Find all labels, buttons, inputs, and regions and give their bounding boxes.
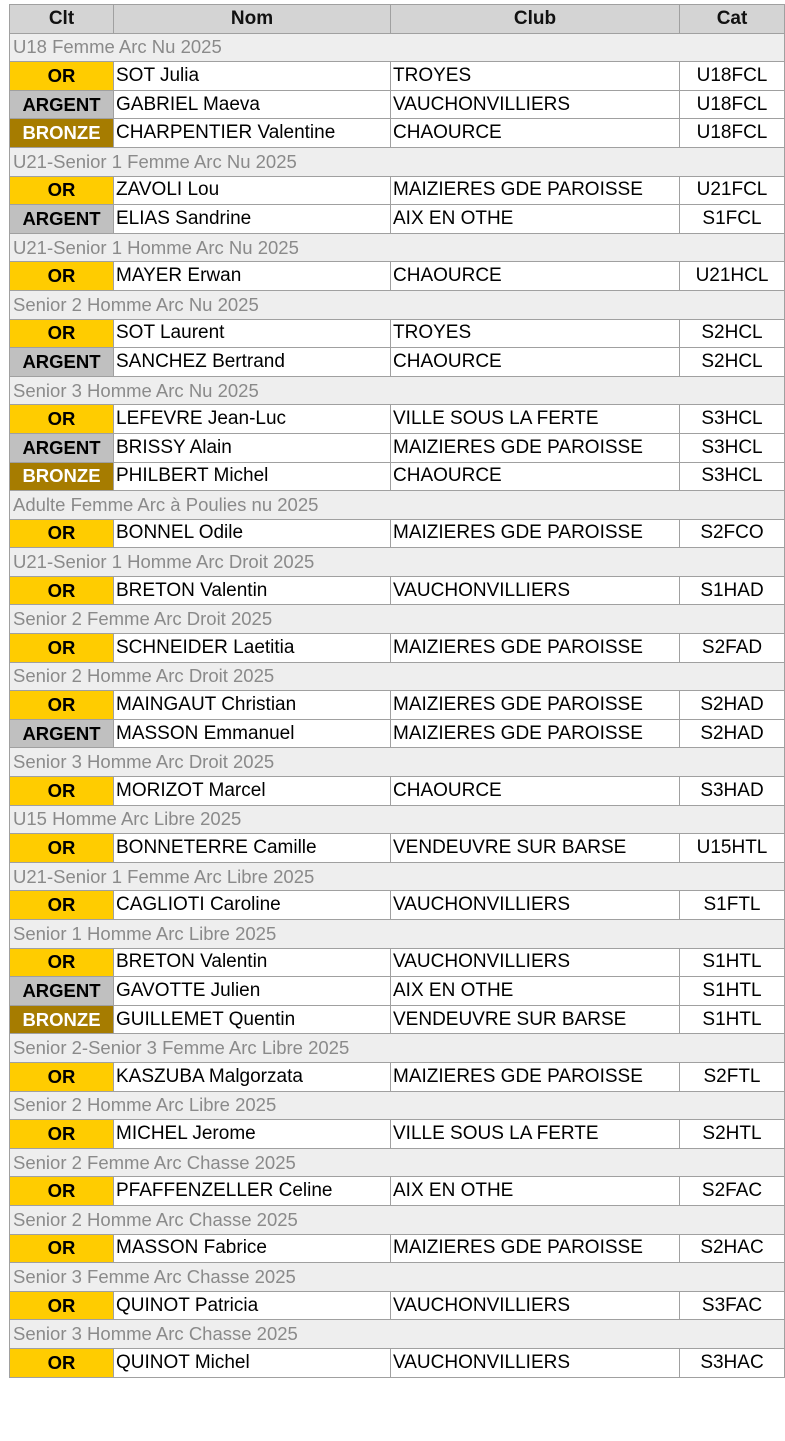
club-name: CHAOURCE [391, 462, 680, 491]
results-table [9, 4, 785, 1378]
athlete-name: MAINGAUT Christian [114, 691, 391, 720]
athlete-name: ZAVOLI Lou [114, 176, 391, 205]
category-code: S2FAC [680, 1177, 785, 1206]
medal-badge: OR [10, 1177, 114, 1206]
athlete-name: CHARPENTIER Valentine [114, 119, 391, 148]
section-title: U21-Senior 1 Femme Arc Nu 2025 [10, 147, 785, 176]
athlete-name: ELIAS Sandrine [114, 205, 391, 234]
athlete-name: BRETON Valentin [114, 576, 391, 605]
medal-badge: OR [10, 62, 114, 91]
club-name: VAUCHONVILLIERS [391, 90, 680, 119]
result-row [10, 176, 785, 205]
section-row [10, 548, 785, 577]
section-title: Senior 2 Homme Arc Droit 2025 [10, 662, 785, 691]
category-code: U21FCL [680, 176, 785, 205]
medal-badge: OR [10, 948, 114, 977]
header-cat: Cat [680, 5, 785, 34]
medal-badge: BRONZE [10, 119, 114, 148]
athlete-name: MICHEL Jerome [114, 1120, 391, 1149]
club-name: MAIZIERES GDE PAROISSE [391, 1234, 680, 1263]
athlete-name: GABRIEL Maeva [114, 90, 391, 119]
section-row [10, 147, 785, 176]
athlete-name: GAVOTTE Julien [114, 977, 391, 1006]
result-row [10, 1062, 785, 1091]
club-name: CHAOURCE [391, 119, 680, 148]
category-code: S2HCL [680, 319, 785, 348]
athlete-name: KASZUBA Malgorzata [114, 1062, 391, 1091]
medal-badge: OR [10, 891, 114, 920]
athlete-name: CAGLIOTI Caroline [114, 891, 391, 920]
section-row [10, 920, 785, 949]
result-row [10, 205, 785, 234]
medal-badge: OR [10, 176, 114, 205]
category-code: U18FCL [680, 90, 785, 119]
category-code: S2HTL [680, 1120, 785, 1149]
result-row [10, 90, 785, 119]
club-name: CHAOURCE [391, 262, 680, 291]
category-code: U15HTL [680, 834, 785, 863]
club-name: AIX EN OTHE [391, 977, 680, 1006]
club-name: VAUCHONVILLIERS [391, 891, 680, 920]
club-name: MAIZIERES GDE PAROISSE [391, 176, 680, 205]
medal-badge: ARGENT [10, 719, 114, 748]
athlete-name: QUINOT Michel [114, 1348, 391, 1377]
header-nom: Nom [114, 5, 391, 34]
result-row [10, 1177, 785, 1206]
club-name: MAIZIERES GDE PAROISSE [391, 691, 680, 720]
section-title: Adulte Femme Arc à Poulies nu 2025 [10, 491, 785, 520]
section-row [10, 1091, 785, 1120]
medal-badge: ARGENT [10, 205, 114, 234]
category-code: S2FCO [680, 519, 785, 548]
result-row [10, 691, 785, 720]
medal-badge: OR [10, 1120, 114, 1149]
section-row [10, 1034, 785, 1063]
club-name: MAIZIERES GDE PAROISSE [391, 519, 680, 548]
medal-badge: OR [10, 691, 114, 720]
club-name: MAIZIERES GDE PAROISSE [391, 1062, 680, 1091]
section-row [10, 862, 785, 891]
category-code: S2FAD [680, 634, 785, 663]
athlete-name: SANCHEZ Bertrand [114, 348, 391, 377]
club-name: MAIZIERES GDE PAROISSE [391, 433, 680, 462]
athlete-name: GUILLEMET Quentin [114, 1005, 391, 1034]
category-code: S3HCL [680, 405, 785, 434]
category-code: S2FTL [680, 1062, 785, 1091]
medal-badge: BRONZE [10, 1005, 114, 1034]
section-row [10, 376, 785, 405]
section-row [10, 805, 785, 834]
section-title: Senior 2 Homme Arc Chasse 2025 [10, 1205, 785, 1234]
medal-badge: OR [10, 834, 114, 863]
medal-badge: OR [10, 319, 114, 348]
medal-badge: OR [10, 1234, 114, 1263]
medal-badge: BRONZE [10, 462, 114, 491]
category-code: S1HTL [680, 977, 785, 1006]
header-row [10, 5, 785, 34]
category-code: S3HAC [680, 1348, 785, 1377]
athlete-name: BONNEL Odile [114, 519, 391, 548]
category-code: U18FCL [680, 119, 785, 148]
category-code: S2HCL [680, 348, 785, 377]
result-row [10, 1005, 785, 1034]
club-name: VAUCHONVILLIERS [391, 1291, 680, 1320]
result-row [10, 462, 785, 491]
result-row [10, 948, 785, 977]
club-name: VENDEUVRE SUR BARSE [391, 834, 680, 863]
result-row [10, 576, 785, 605]
result-row [10, 348, 785, 377]
section-title: U18 Femme Arc Nu 2025 [10, 33, 785, 62]
section-title: Senior 2 Homme Arc Libre 2025 [10, 1091, 785, 1120]
club-name: MAIZIERES GDE PAROISSE [391, 634, 680, 663]
category-code: S3FAC [680, 1291, 785, 1320]
medal-badge: OR [10, 634, 114, 663]
club-name: AIX EN OTHE [391, 205, 680, 234]
section-title: U15 Homme Arc Libre 2025 [10, 805, 785, 834]
category-code: S1HAD [680, 576, 785, 605]
athlete-name: LEFEVRE Jean-Luc [114, 405, 391, 434]
category-code: S2HAC [680, 1234, 785, 1263]
category-code: S3HCL [680, 462, 785, 491]
section-title: Senior 1 Homme Arc Libre 2025 [10, 920, 785, 949]
medal-badge: OR [10, 1291, 114, 1320]
athlete-name: SCHNEIDER Laetitia [114, 634, 391, 663]
section-row [10, 290, 785, 319]
section-title: Senior 3 Homme Arc Chasse 2025 [10, 1320, 785, 1349]
category-code: S1FCL [680, 205, 785, 234]
result-row [10, 119, 785, 148]
athlete-name: MAYER Erwan [114, 262, 391, 291]
section-row [10, 605, 785, 634]
result-row [10, 405, 785, 434]
result-row [10, 319, 785, 348]
category-code: U18FCL [680, 62, 785, 91]
section-title: Senior 3 Femme Arc Chasse 2025 [10, 1263, 785, 1292]
category-code: S1HTL [680, 1005, 785, 1034]
result-row [10, 1291, 785, 1320]
club-name: VAUCHONVILLIERS [391, 576, 680, 605]
club-name: VAUCHONVILLIERS [391, 1348, 680, 1377]
section-title: U21-Senior 1 Femme Arc Libre 2025 [10, 862, 785, 891]
medal-badge: OR [10, 262, 114, 291]
result-row [10, 519, 785, 548]
section-row [10, 1148, 785, 1177]
category-code: U21HCL [680, 262, 785, 291]
section-title: U21-Senior 1 Homme Arc Droit 2025 [10, 548, 785, 577]
athlete-name: PFAFFENZELLER Celine [114, 1177, 391, 1206]
athlete-name: BONNETERRE Camille [114, 834, 391, 863]
result-row [10, 1234, 785, 1263]
section-title: Senior 3 Homme Arc Nu 2025 [10, 376, 785, 405]
result-row [10, 891, 785, 920]
club-name: CHAOURCE [391, 348, 680, 377]
medal-badge: ARGENT [10, 90, 114, 119]
medal-badge: OR [10, 1348, 114, 1377]
result-row [10, 62, 785, 91]
athlete-name: PHILBERT Michel [114, 462, 391, 491]
medal-badge: OR [10, 777, 114, 806]
result-row [10, 1348, 785, 1377]
medal-badge: ARGENT [10, 433, 114, 462]
section-row [10, 662, 785, 691]
result-row [10, 834, 785, 863]
athlete-name: MASSON Fabrice [114, 1234, 391, 1263]
result-row [10, 634, 785, 663]
result-row [10, 719, 785, 748]
category-code: S3HCL [680, 433, 785, 462]
section-row [10, 1263, 785, 1292]
section-row [10, 1205, 785, 1234]
athlete-name: BRETON Valentin [114, 948, 391, 977]
section-row [10, 1320, 785, 1349]
results-body [10, 33, 785, 1377]
athlete-name: MASSON Emmanuel [114, 719, 391, 748]
section-title: Senior 2 Femme Arc Droit 2025 [10, 605, 785, 634]
medal-badge: OR [10, 576, 114, 605]
section-title: Senior 2 Femme Arc Chasse 2025 [10, 1148, 785, 1177]
result-row [10, 433, 785, 462]
section-row [10, 748, 785, 777]
header-clt: Clt [10, 5, 114, 34]
club-name: TROYES [391, 62, 680, 91]
club-name: VILLE SOUS LA FERTE [391, 1120, 680, 1149]
header-club: Club [391, 5, 680, 34]
club-name: TROYES [391, 319, 680, 348]
club-name: CHAOURCE [391, 777, 680, 806]
category-code: S1HTL [680, 948, 785, 977]
club-name: VENDEUVRE SUR BARSE [391, 1005, 680, 1034]
section-row [10, 491, 785, 520]
category-code: S2HAD [680, 719, 785, 748]
result-row [10, 777, 785, 806]
section-row [10, 33, 785, 62]
result-row [10, 977, 785, 1006]
athlete-name: BRISSY Alain [114, 433, 391, 462]
result-row [10, 1120, 785, 1149]
club-name: VAUCHONVILLIERS [391, 948, 680, 977]
medal-badge: OR [10, 405, 114, 434]
section-title: Senior 2-Senior 3 Femme Arc Libre 2025 [10, 1034, 785, 1063]
club-name: MAIZIERES GDE PAROISSE [391, 719, 680, 748]
result-row [10, 262, 785, 291]
athlete-name: SOT Laurent [114, 319, 391, 348]
medal-badge: OR [10, 519, 114, 548]
club-name: AIX EN OTHE [391, 1177, 680, 1206]
category-code: S1FTL [680, 891, 785, 920]
medal-badge: ARGENT [10, 977, 114, 1006]
section-title: U21-Senior 1 Homme Arc Nu 2025 [10, 233, 785, 262]
athlete-name: SOT Julia [114, 62, 391, 91]
club-name: VILLE SOUS LA FERTE [391, 405, 680, 434]
medal-badge: OR [10, 1062, 114, 1091]
section-title: Senior 2 Homme Arc Nu 2025 [10, 290, 785, 319]
athlete-name: MORIZOT Marcel [114, 777, 391, 806]
athlete-name: QUINOT Patricia [114, 1291, 391, 1320]
section-row [10, 233, 785, 262]
category-code: S3HAD [680, 777, 785, 806]
category-code: S2HAD [680, 691, 785, 720]
medal-badge: ARGENT [10, 348, 114, 377]
section-title: Senior 3 Homme Arc Droit 2025 [10, 748, 785, 777]
